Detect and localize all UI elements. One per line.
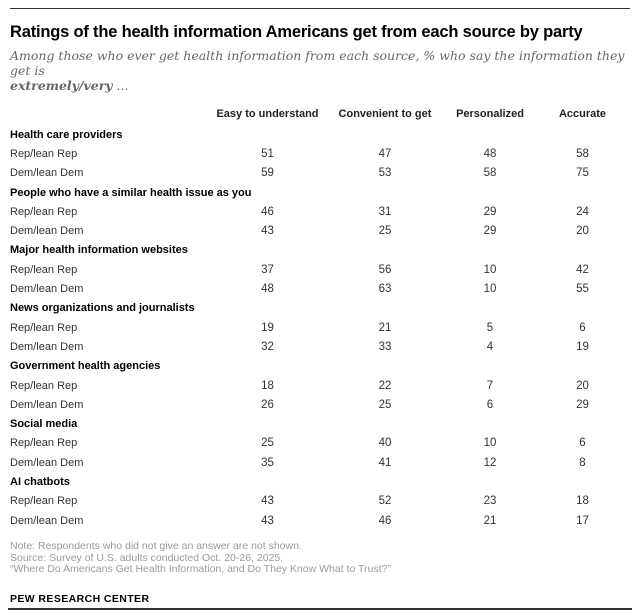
section-row	[10, 357, 630, 376]
value-cell: 63	[378, 283, 392, 296]
value-cell: 10	[483, 283, 497, 296]
section-row	[10, 414, 630, 433]
row-label: Rep/lean Rep	[10, 147, 78, 160]
section-label: Health care providers	[10, 128, 123, 141]
value-cell: 7	[486, 379, 494, 392]
value-cell: 20	[576, 225, 589, 238]
section-row	[10, 472, 630, 491]
table-row	[10, 337, 630, 356]
value-cell: 46	[261, 205, 274, 218]
row-label: Rep/lean Rep	[10, 437, 78, 450]
column-header-row	[10, 108, 630, 125]
value-cell: 48	[483, 147, 497, 160]
column-header-spacer	[10, 108, 210, 125]
pew-figure	[0, 8, 640, 605]
subtitle-suffix: ...	[112, 78, 129, 93]
top-rule	[10, 8, 630, 9]
ratings-table	[10, 108, 630, 530]
value-cell: 55	[576, 283, 589, 296]
value-cell: 59	[261, 167, 274, 180]
section-label: AI chatbots	[10, 475, 70, 488]
value-cell: 19	[576, 340, 589, 353]
section-label: Major health information websites	[10, 244, 188, 257]
value-cell: 31	[378, 205, 392, 218]
value-cell: 6	[579, 437, 586, 450]
table-row	[10, 144, 630, 163]
row-label: Rep/lean Rep	[10, 379, 78, 392]
table-row	[10, 376, 630, 395]
value-cell: 6	[486, 398, 494, 411]
table-row	[10, 453, 630, 472]
value-cell: 10	[483, 263, 497, 276]
value-cell: 46	[378, 514, 392, 527]
value-cell: 33	[378, 340, 392, 353]
value-cell: 21	[483, 514, 497, 527]
section-row	[10, 183, 630, 202]
row-label: Dem/lean Dem	[10, 167, 84, 180]
value-cell: 52	[378, 495, 392, 508]
row-label: Dem/lean Dem	[10, 398, 84, 411]
table-row	[10, 318, 630, 337]
section-row	[10, 299, 630, 318]
report-title-line: “Where Do Americans Get Health Information, and Do They Know What to Trust?”	[10, 563, 391, 576]
subtitle	[10, 48, 628, 93]
value-cell: 29	[483, 205, 497, 218]
value-cell: 18	[261, 379, 274, 392]
value-cell: 53	[378, 167, 392, 180]
value-cell: 37	[261, 263, 274, 276]
table-row	[10, 434, 630, 453]
value-cell: 47	[378, 147, 392, 160]
table-row	[10, 395, 630, 414]
column-header-easy: Easy to understand	[216, 108, 319, 120]
value-cell: 29	[483, 225, 497, 238]
value-cell: 48	[261, 283, 274, 296]
table-row	[10, 492, 630, 511]
footnotes	[10, 541, 628, 576]
value-cell: 6	[579, 321, 586, 334]
value-cell: 42	[576, 263, 589, 276]
value-cell: 29	[576, 398, 589, 411]
value-cell: 22	[378, 379, 392, 392]
section-label: People who have a similar health issue as you	[10, 186, 252, 199]
row-label: Rep/lean Rep	[10, 205, 78, 218]
row-label: Rep/lean Rep	[10, 495, 78, 508]
value-cell: 23	[483, 495, 497, 508]
table-row	[10, 164, 630, 183]
value-cell: 40	[378, 437, 392, 450]
table-row	[10, 511, 630, 530]
value-cell: 51	[261, 147, 274, 160]
section-label: Government health agencies	[10, 360, 161, 373]
value-cell: 24	[576, 205, 589, 218]
table-row	[10, 279, 630, 298]
column-header-accurate: Accurate	[558, 108, 607, 120]
bottom-rule	[8, 608, 632, 610]
row-label: Dem/lean Dem	[10, 456, 84, 469]
brand-wordmark: PEW RESEARCH CENTER	[10, 592, 150, 605]
table-row	[10, 202, 630, 221]
value-cell: 26	[261, 398, 274, 411]
value-cell: 75	[576, 167, 589, 180]
source-line: Source: Survey of U.S. adults conducted Oct. 20-26, 2025.	[10, 551, 284, 564]
value-cell: 12	[483, 456, 497, 469]
value-cell: 21	[378, 321, 392, 334]
row-label: Rep/lean Rep	[10, 263, 78, 276]
value-cell: 43	[261, 514, 274, 527]
subtitle-text: Among those who ever get health information from each source, % who say the information they get is	[10, 48, 625, 78]
value-cell: 56	[378, 263, 392, 276]
value-cell: 32	[261, 340, 274, 353]
value-cell: 25	[378, 225, 392, 238]
section-label: News organizations and journalists	[10, 302, 195, 315]
value-cell: 43	[261, 225, 274, 238]
value-cell: 58	[576, 147, 589, 160]
value-cell: 35	[261, 456, 274, 469]
value-cell: 41	[378, 456, 392, 469]
column-header-convenient: Convenient to get	[338, 108, 432, 120]
value-cell: 20	[576, 379, 589, 392]
value-cell: 25	[261, 437, 274, 450]
value-cell: 43	[261, 495, 274, 508]
row-label: Dem/lean Dem	[10, 514, 84, 527]
section-row	[10, 241, 630, 260]
note-line: Note: Respondents who did not give an answer are not shown.	[10, 540, 302, 553]
section-row	[10, 125, 630, 144]
value-cell: 10	[483, 437, 497, 450]
row-label: Dem/lean Dem	[10, 225, 84, 238]
page-title: Ratings of the health information Americans get from each source by party	[10, 23, 583, 41]
row-label: Dem/lean Dem	[10, 340, 84, 353]
value-cell: 58	[483, 167, 497, 180]
subtitle-emphasis: extremely/very	[10, 78, 113, 93]
value-cell: 8	[579, 456, 586, 469]
value-cell: 25	[378, 398, 392, 411]
value-cell: 5	[486, 321, 494, 334]
row-label: Dem/lean Dem	[10, 283, 84, 296]
table-row	[10, 221, 630, 240]
value-cell: 17	[576, 514, 589, 527]
value-cell: 4	[486, 340, 494, 353]
value-cell: 19	[261, 321, 274, 334]
column-header-personalized: Personalized	[456, 108, 524, 120]
section-label: Social media	[10, 418, 78, 431]
value-cell: 18	[576, 495, 589, 508]
table-row	[10, 260, 630, 279]
row-label: Rep/lean Rep	[10, 321, 78, 334]
